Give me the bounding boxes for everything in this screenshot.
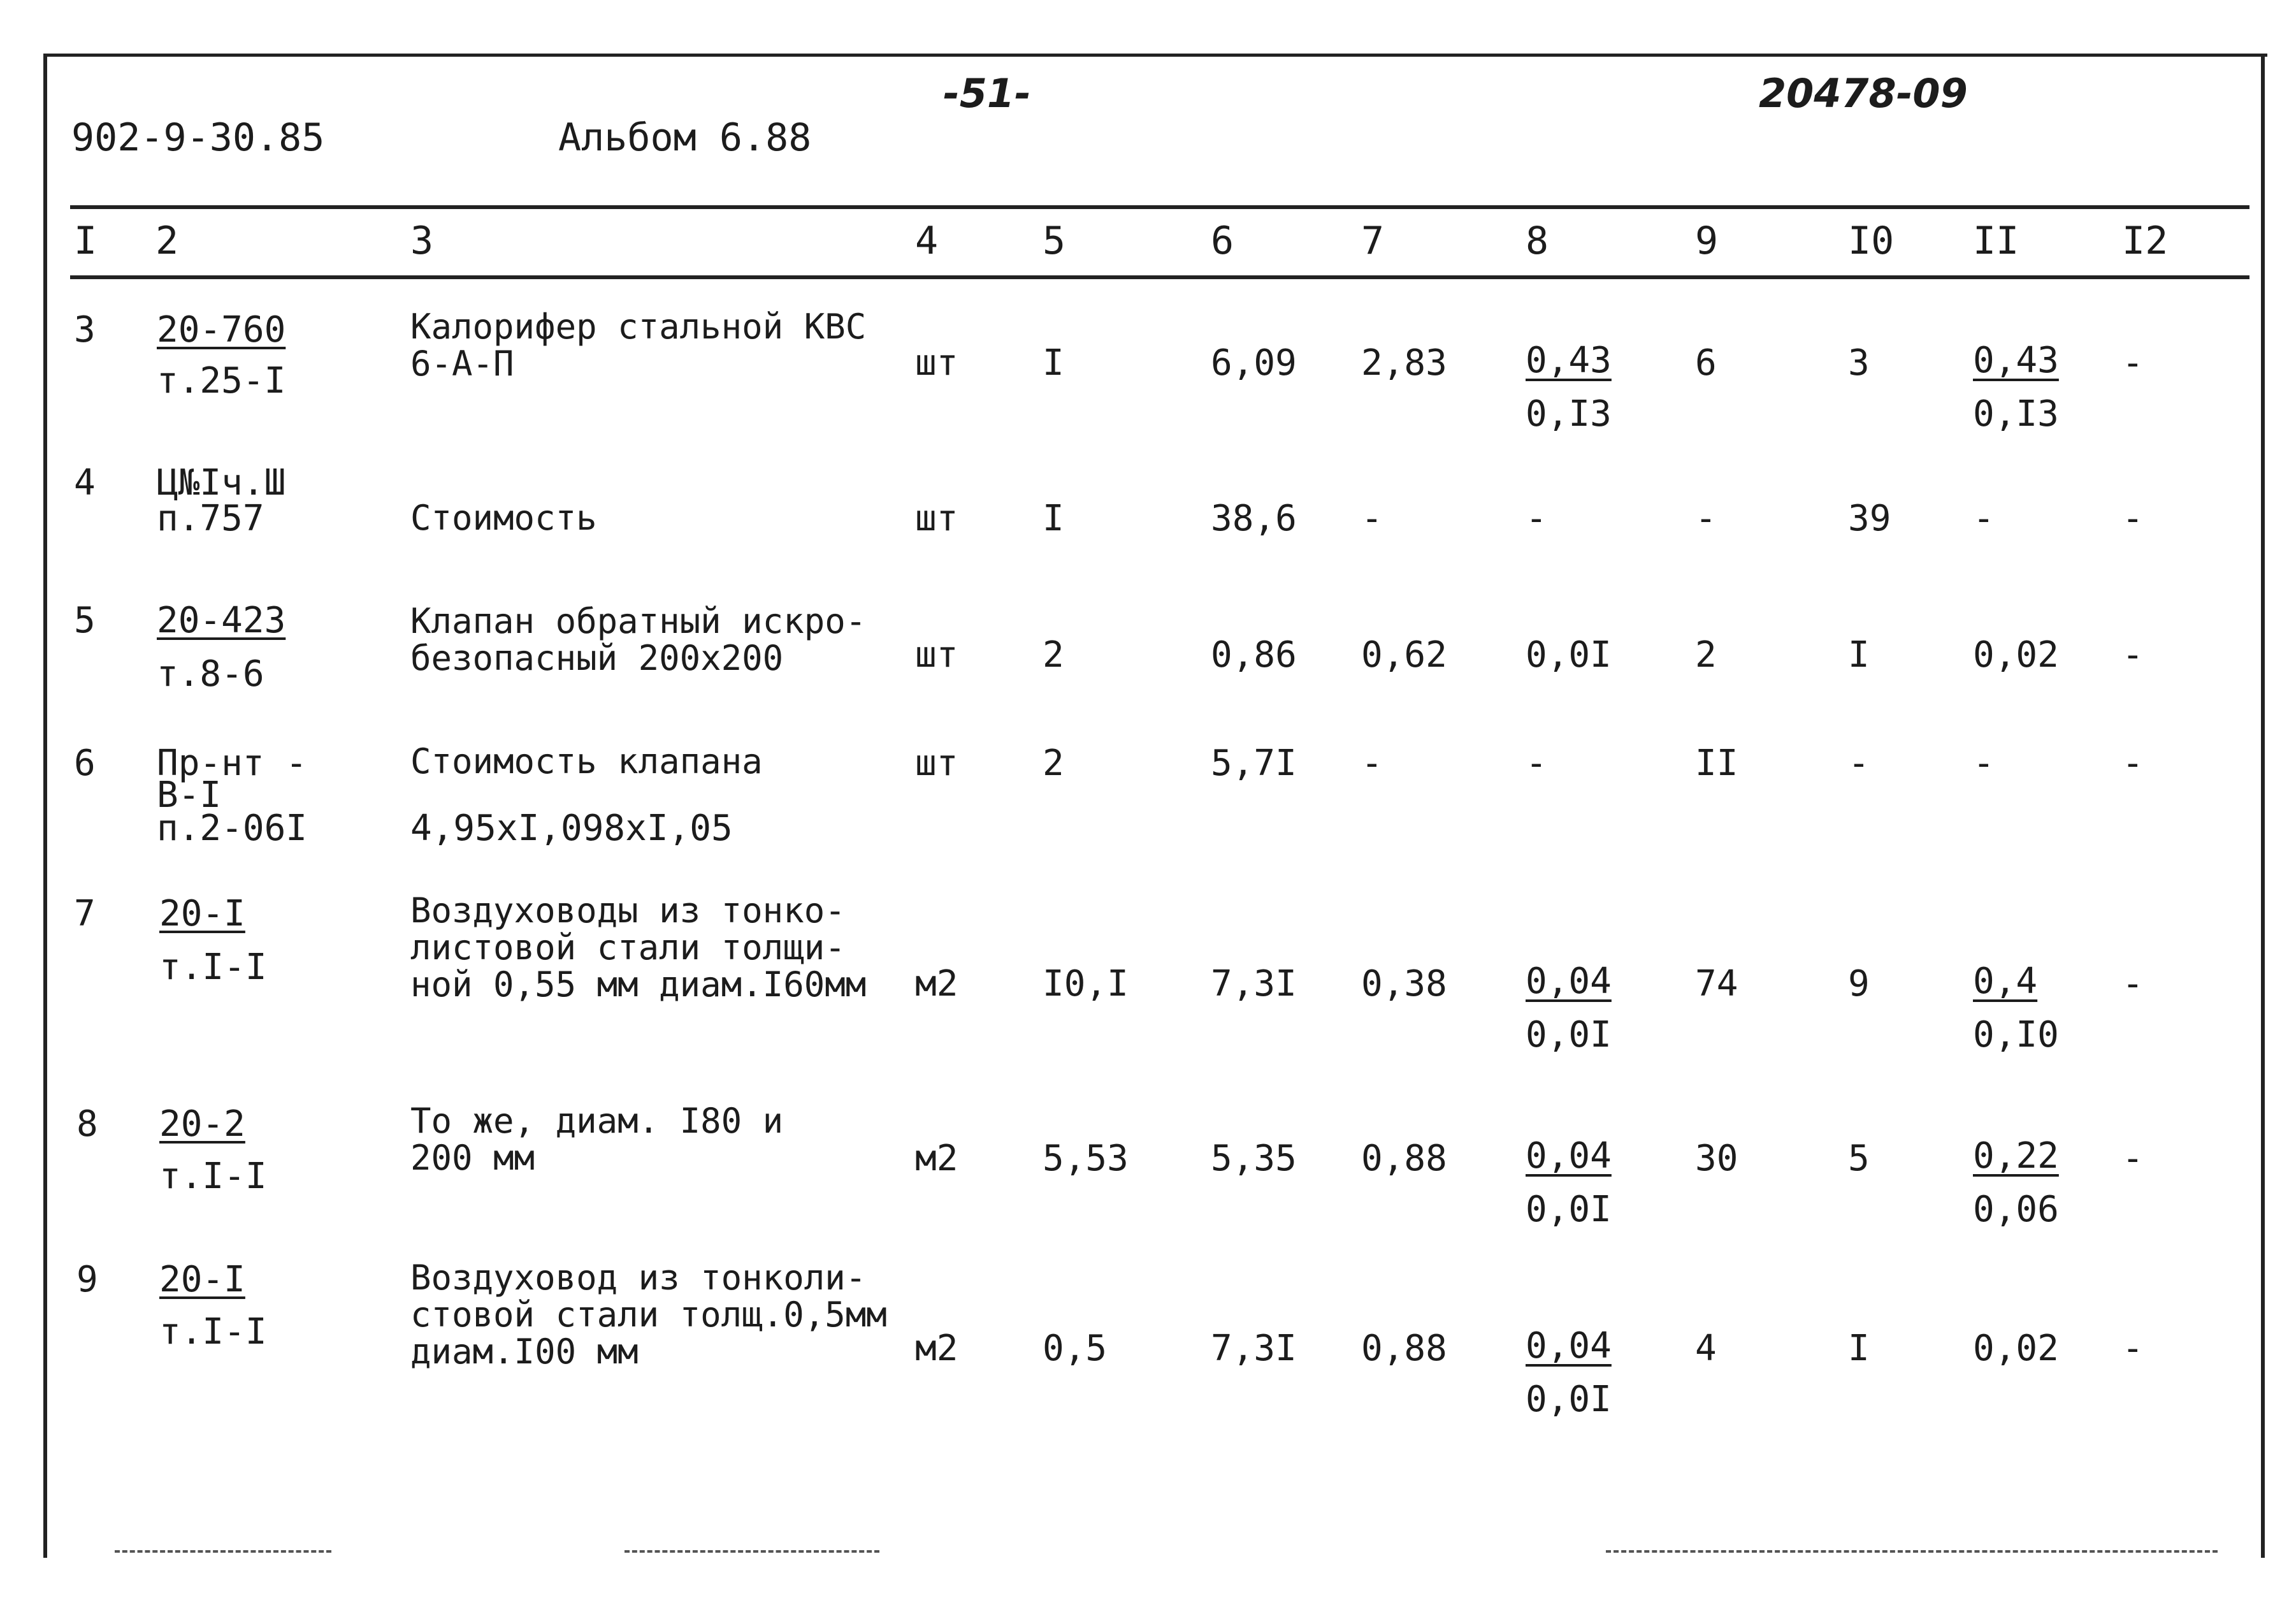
col11-value: - (1973, 498, 1995, 539)
album-label: Альбом 6.88 (558, 115, 812, 160)
col7-value: 0,88 (1361, 1138, 1447, 1179)
col6-value: 0,86 (1211, 634, 1297, 676)
col9-value: 74 (1695, 963, 1738, 1005)
col12-value: - (2122, 342, 2144, 384)
norm-code: 20-423 (157, 600, 286, 641)
item-description: Стоимость (410, 498, 597, 538)
quantity: I0,I (1043, 963, 1129, 1005)
col8-value: - (1526, 498, 1547, 539)
col6-value: 6,09 (1211, 342, 1297, 384)
col12-value: - (2122, 963, 2144, 1005)
unit: шт (915, 498, 958, 539)
col10-value: - (1848, 743, 1870, 784)
row-number: 3 (74, 309, 96, 351)
unit: м2 (915, 963, 958, 1005)
quantity: I (1043, 498, 1064, 539)
col7-value: - (1361, 498, 1383, 539)
header-top-rule (70, 205, 2249, 209)
col8-top: 0,43 (1526, 340, 1612, 381)
quantity: 2 (1043, 743, 1064, 784)
norm-table-ref: т.I-I (159, 947, 267, 988)
col10-value: 5 (1848, 1138, 1870, 1179)
column-header: 5 (1043, 219, 1066, 263)
col8-top: 0,04 (1526, 961, 1612, 1002)
row-number: 4 (74, 462, 96, 504)
col8-top: 0,04 (1526, 1135, 1612, 1177)
col11-bottom: 0,I3 (1973, 393, 2059, 435)
col11-fraction (1973, 334, 2059, 441)
col12-value: - (2122, 498, 2144, 539)
col9-value: - (1695, 498, 1717, 539)
col10-value: 9 (1848, 963, 1870, 1005)
col7-value: 0,62 (1361, 634, 1447, 676)
column-header: I2 (2122, 219, 2169, 263)
column-header: II (1973, 219, 2019, 263)
unit: шт (915, 743, 958, 784)
item-description: Клапан обратный искро-безопасный 200х200 (410, 601, 867, 678)
column-header: 9 (1695, 219, 1719, 263)
col10-value: I (1848, 1328, 1870, 1369)
col9-value: 30 (1695, 1138, 1738, 1179)
item-description: Калорифер стальной КВС 6-А-П (410, 307, 867, 384)
col8-value: 0,0I (1526, 634, 1612, 676)
col10-value: 3 (1848, 342, 1870, 384)
bottom-dash-mid (625, 1550, 879, 1553)
col9-value: 6 (1695, 342, 1717, 384)
row-number: 9 (76, 1259, 98, 1300)
header-bottom-rule (70, 275, 2249, 279)
column-header: 7 (1361, 219, 1385, 263)
bottom-dash-right (1606, 1550, 2218, 1553)
col11-fraction (1973, 1129, 2059, 1237)
col8-bottom: 0,0I (1526, 1014, 1612, 1056)
norm-table-ref: п.757 (157, 498, 264, 539)
unit: м2 (915, 1328, 958, 1369)
row-number: 8 (76, 1103, 98, 1145)
norm-code: 20-I (159, 1259, 245, 1300)
col8-bottom: 0,0I (1526, 1379, 1612, 1420)
norm-code-mid: В-I (157, 774, 222, 816)
column-header: 2 (155, 219, 179, 263)
col11-fraction (1973, 955, 2059, 1062)
unit: м2 (915, 1138, 958, 1179)
col6-value: 7,3I (1211, 963, 1297, 1005)
column-header: 4 (915, 219, 939, 263)
col6-value: 38,6 (1211, 498, 1297, 539)
row-number: 5 (74, 600, 96, 641)
col12-value: - (2122, 743, 2144, 784)
col8-fraction (1526, 955, 1612, 1062)
bottom-dash-left (115, 1550, 331, 1553)
col9-value: II (1695, 743, 1738, 784)
norm-code: Пр-нт - (157, 743, 308, 784)
item-description: Воздуховод из тонколи-стовой стали толщ.0,5мм диам.I00 мм (410, 1258, 887, 1372)
frame-left-border (43, 54, 47, 1558)
col8-bottom: 0,0I (1526, 1189, 1612, 1230)
norm-code: Ц№Iч.Ш (157, 462, 286, 504)
col8-fraction (1526, 1319, 1612, 1427)
doc-code: 902-9-30.85 (71, 115, 325, 160)
norm-code: 20-I (159, 893, 245, 934)
column-header: 3 (410, 219, 434, 263)
col12-value: - (2122, 1138, 2144, 1179)
col11-value: 0,02 (1973, 1328, 2059, 1369)
col7-value: 0,38 (1361, 963, 1447, 1005)
item-description: Стоимость клапана (410, 741, 763, 781)
unit: шт (915, 342, 958, 384)
col12-value: - (2122, 634, 2144, 676)
quantity: I (1043, 342, 1064, 384)
col11-top: 0,43 (1973, 340, 2059, 381)
row-number: 6 (74, 743, 96, 784)
row-number: 7 (74, 893, 96, 934)
column-header: 6 (1211, 219, 1234, 263)
col8-top: 0,04 (1526, 1325, 1612, 1367)
norm-code: 20-760 (157, 309, 286, 351)
norm-code: 20-2 (159, 1103, 245, 1145)
col6-value: 5,7I (1211, 743, 1297, 784)
column-header: I (74, 219, 97, 263)
norm-table-ref: п.2-06I (157, 808, 308, 849)
quantity: 5,53 (1043, 1138, 1129, 1179)
col8-bottom: 0,I3 (1526, 393, 1612, 435)
col8-fraction (1526, 1129, 1612, 1237)
frame-top-border (43, 54, 2267, 57)
norm-table-ref: т.8-6 (157, 653, 264, 695)
col11-top: 0,4 (1973, 961, 2038, 1002)
cost-formula: 4,95хI,098хI,05 (410, 808, 733, 849)
col8-fraction (1526, 334, 1612, 441)
item-description: То же, диам. I80 и 200 мм (410, 1101, 784, 1178)
norm-table-ref: т.I-I (159, 1156, 267, 1197)
frame-right-border (2261, 54, 2265, 1558)
col7-value: - (1361, 743, 1383, 784)
unit: шт (915, 634, 958, 676)
col12-value: - (2122, 1328, 2144, 1369)
col6-value: 7,3I (1211, 1328, 1297, 1369)
quantity: 0,5 (1043, 1328, 1108, 1369)
norm-table-ref: т.25-I (157, 360, 286, 402)
col9-value: 4 (1695, 1328, 1717, 1369)
col9-value: 2 (1695, 634, 1717, 676)
quantity: 2 (1043, 634, 1064, 676)
archive-number: 20478-09 (1759, 70, 1968, 117)
item-description: Воздуховоды из тонко-листовой стали толщи-ной 0,55 мм диам.I60мм (410, 890, 867, 1005)
column-header: 8 (1526, 219, 1549, 263)
col11-value: 0,02 (1973, 634, 2059, 676)
col11-bottom: 0,I0 (1973, 1014, 2059, 1056)
col7-value: 0,88 (1361, 1328, 1447, 1369)
col11-bottom: 0,06 (1973, 1189, 2059, 1230)
norm-table-ref: т.I-I (159, 1311, 267, 1353)
col8-value: - (1526, 743, 1547, 784)
col10-value: 39 (1848, 498, 1891, 539)
page-number: -51- (943, 70, 1031, 117)
column-header: I0 (1848, 219, 1895, 263)
col7-value: 2,83 (1361, 342, 1447, 384)
col6-value: 5,35 (1211, 1138, 1297, 1179)
col11-value: - (1973, 743, 1995, 784)
col11-top: 0,22 (1973, 1135, 2059, 1177)
col10-value: I (1848, 634, 1870, 676)
